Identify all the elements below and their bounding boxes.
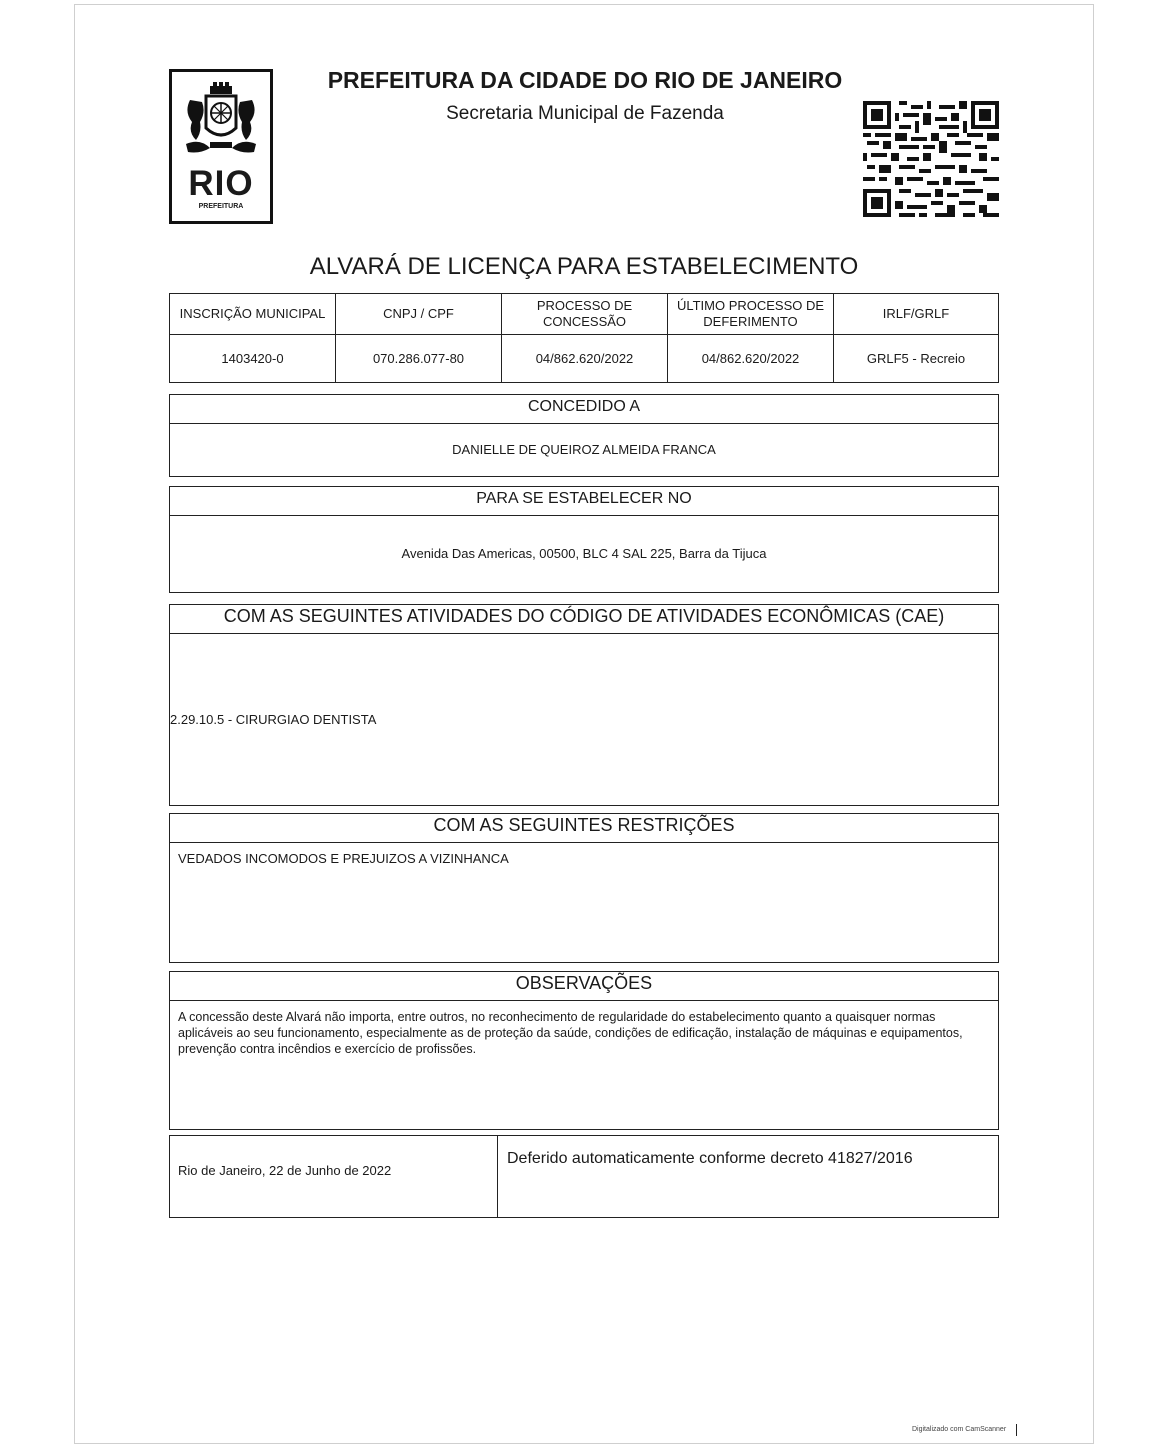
observacoes-heading: OBSERVAÇÕES bbox=[170, 972, 998, 1001]
logo-prefeitura-text: PREFEITURA bbox=[198, 203, 244, 210]
document-title: ALVARÁ DE LICENÇA PARA ESTABELECIMENTO bbox=[309, 253, 859, 280]
logo-rio-text: RIO bbox=[188, 164, 254, 203]
concedido-section bbox=[169, 394, 999, 477]
footer-note: Deferido automaticamente conforme decreto 41827/2016 bbox=[507, 1150, 913, 1167]
prefeitura-logo bbox=[169, 69, 273, 224]
estabelecer-value: Avenida Das Americas, 00500, BLC 4 SAL 225, Barra da Tijuca bbox=[401, 546, 767, 561]
restricoes-section bbox=[169, 813, 999, 963]
scanner-watermark: Digitalizado com CamScanner bbox=[912, 1426, 1007, 1433]
atividades-value: 2.29.10.5 - CIRURGIAO DENTISTA bbox=[170, 712, 377, 727]
restricoes-value: VEDADOS INCOMODOS E PREJUIZOS A VIZINHANCA bbox=[178, 851, 509, 866]
estabelecer-section bbox=[169, 486, 999, 593]
page-header-title: PREFEITURA DA CIDADE DO RIO DE JANEIRO bbox=[327, 67, 843, 93]
info-table bbox=[169, 293, 999, 383]
header-ultimo-processo: ÚLTIMO PROCESSO DE DEFERIMENTO bbox=[668, 294, 834, 335]
atividades-heading: COM AS SEGUINTES ATIVIDADES DO CÓDIGO DE ATIVIDADES ECONÔMICAS (CAE) bbox=[170, 605, 998, 634]
estabelecer-heading: PARA SE ESTABELECER NO bbox=[170, 487, 998, 516]
qr-code-icon bbox=[863, 101, 999, 217]
concedido-value: DANIELLE DE QUEIROZ ALMEIDA FRANCA bbox=[452, 442, 716, 457]
footer-date-cell bbox=[170, 1136, 498, 1217]
page-header-subtitle: Secretaria Municipal de Fazenda bbox=[446, 103, 724, 124]
footer-section bbox=[169, 1135, 999, 1218]
value-ultimo-processo: 04/862.620/2022 bbox=[668, 335, 834, 382]
concedido-heading: CONCEDIDO A bbox=[170, 395, 998, 424]
value-processo-concessao: 04/862.620/2022 bbox=[502, 335, 668, 382]
header-processo-concessao: PROCESSO DE CONCESSÃO bbox=[502, 294, 668, 335]
observacoes-section bbox=[169, 971, 999, 1130]
restricoes-heading: COM AS SEGUINTES RESTRIÇÕES bbox=[170, 814, 998, 843]
coat-of-arms-icon bbox=[180, 82, 262, 162]
value-inscricao: 1403420-0 bbox=[170, 335, 336, 382]
header-cnpj: CNPJ / CPF bbox=[336, 294, 502, 335]
scanner-mark-bar bbox=[1016, 1424, 1017, 1436]
atividades-section bbox=[169, 604, 999, 806]
header-irlf: IRLF/GRLF bbox=[834, 294, 998, 335]
value-irlf: GRLF5 - Recreio bbox=[866, 350, 966, 366]
header-inscricao: INSCRIÇÃO MUNICIPAL bbox=[170, 294, 336, 335]
value-cnpj: 070.286.077-80 bbox=[336, 335, 502, 382]
footer-date: Rio de Janeiro, 22 de Junho de 2022 bbox=[178, 1163, 392, 1178]
observacoes-value: A concessão deste Alvará não importa, entre outros, no reconhecimento de regularidade do estabelecimento quanto a quaisquer normas aplicáveis ao seu funcionamento, especialmente as de proteção da saúde, condições de edificação, instalação de máquinas e equipamentos, prevenção contra incêndios e exercício de profissões. bbox=[178, 1010, 963, 1056]
